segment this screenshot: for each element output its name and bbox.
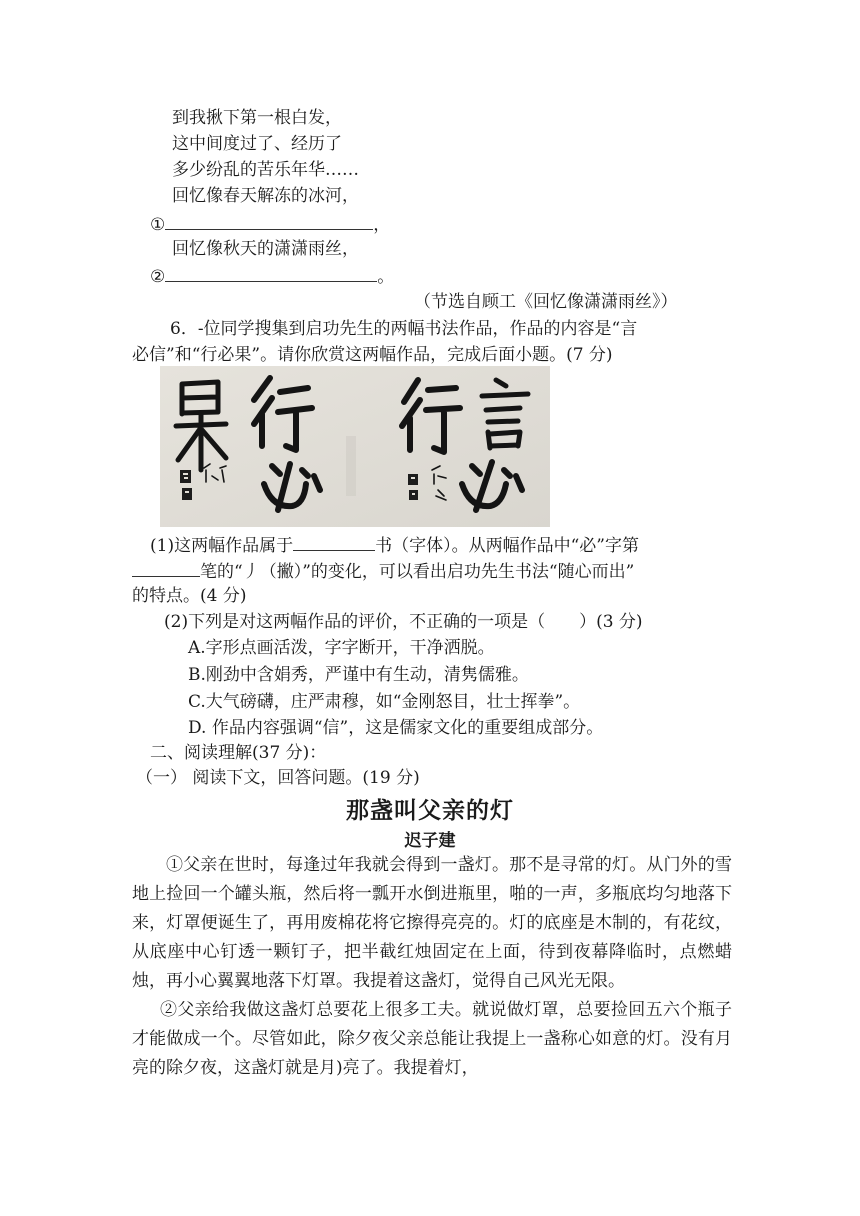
poem-line-1: 到我揪下第一根白发，	[172, 108, 342, 128]
option-c[interactable]: C.大气磅礴，庄严肃穆，如“金刚怒目，壮士挥拳”。	[188, 692, 581, 712]
calligraphy-drawing	[160, 366, 550, 527]
option-a[interactable]: A.字形点画活泼，字字断开，干净洒脱。	[188, 638, 495, 658]
poem-line-3: 多少纷乱的苦乐年华……	[172, 160, 359, 180]
q6-intro-line-1: 6．-位同学搜集到启功先生的两幅书法作品，作品的内容是“言	[170, 319, 638, 339]
section2-heading: 二、阅读理解(37 分)：	[150, 743, 327, 763]
poem-line-4: 回忆像春天解冻的冰河，	[172, 186, 359, 206]
sub1-part-c: 笔的“丿（撇）”的变化，可以看出启功先生书法“随心而出”	[200, 562, 635, 582]
seal-1	[180, 470, 191, 483]
sub1-line-1	[150, 532, 639, 558]
font-blank[interactable]	[293, 532, 375, 551]
paragraph-2: ②父亲给我做这盏灯总要花上很多工夫。就说做灯罩，总要捡回五六个瓶子才能做成一个。尽管如此，除夕夜父亲总能让我提上一盏称心如意的灯。没有月亮的除夕夜，这盏灯就是月)亮了。我提着灯，	[132, 1000, 732, 1078]
calligraphy-image	[160, 366, 550, 527]
panel-divider	[346, 436, 356, 496]
paragraph-1: ①父亲在世时，每逢过年我就会得到一盏灯。那不是寻常的灯。从门外的雪地上捡回一个罐头瓶，然后将一瓢开水倒进瓶里，啪的一声，多瓶底均匀地落下来，灯罩便诞生了，再用废棉花将它擦得亮亮的。灯的底座是木制的，有花纹，从底座中心钉透一颗钉子，把半截红烛固定在上面，待到夜幕降临时，点燃蜡烛，再小心翼翼地落下灯罩。我提着这盏灯，觉得自己风光无限。	[132, 855, 732, 991]
blank-tail-2: 。	[377, 267, 395, 287]
blank-tail-1: ，	[373, 215, 391, 235]
poem-blank-1[interactable]	[150, 211, 390, 237]
poem-source: （节选自顾工《回忆像潇潇雨丝》）	[414, 292, 678, 312]
sub1-line-3: 的特点。(4 分)	[132, 586, 247, 606]
section2-subheading: （一） 阅读下文，回答问题。(19 分)	[136, 768, 420, 788]
sub1-part-b: 书（字体）。从两幅作品中“必”字第	[375, 536, 639, 556]
seal-2	[182, 488, 192, 500]
blank-line-1[interactable]	[165, 211, 373, 230]
blank-marker-2: ②	[150, 267, 166, 287]
sub1-line-2	[132, 558, 634, 584]
article-title: 那盏叫父亲的灯	[346, 798, 514, 824]
blank-line-2[interactable]	[165, 263, 377, 282]
blank-marker-1: ①	[150, 215, 166, 235]
sub1-part-a: (1)这两幅作品属于	[150, 536, 294, 556]
option-b[interactable]: B.刚劲中含娟秀，严谨中有生动，清隽儒雅。	[188, 665, 529, 685]
poem-line-5: 回忆像秋天的潇潇雨丝，	[172, 239, 359, 259]
seal-3	[408, 474, 418, 485]
sub2-question: (2)下列是对这两幅作品的评价，不正确的一项是（ ）(3 分)	[164, 612, 643, 632]
article-body	[132, 851, 732, 1083]
poem-line-2: 这中间度过了、经历了	[172, 134, 342, 154]
option-d[interactable]: D. 作品内容强调“信”，这是儒家文化的重要组成部分。	[188, 718, 604, 738]
poem-blank-2[interactable]	[150, 263, 394, 289]
q6-intro-line-2: 必信”和“行必果”。请你欣赏这两幅作品，完成后面小题。(7 分)	[132, 345, 613, 365]
article-author: 迟子建	[404, 831, 456, 851]
stroke-blank[interactable]	[132, 558, 200, 577]
